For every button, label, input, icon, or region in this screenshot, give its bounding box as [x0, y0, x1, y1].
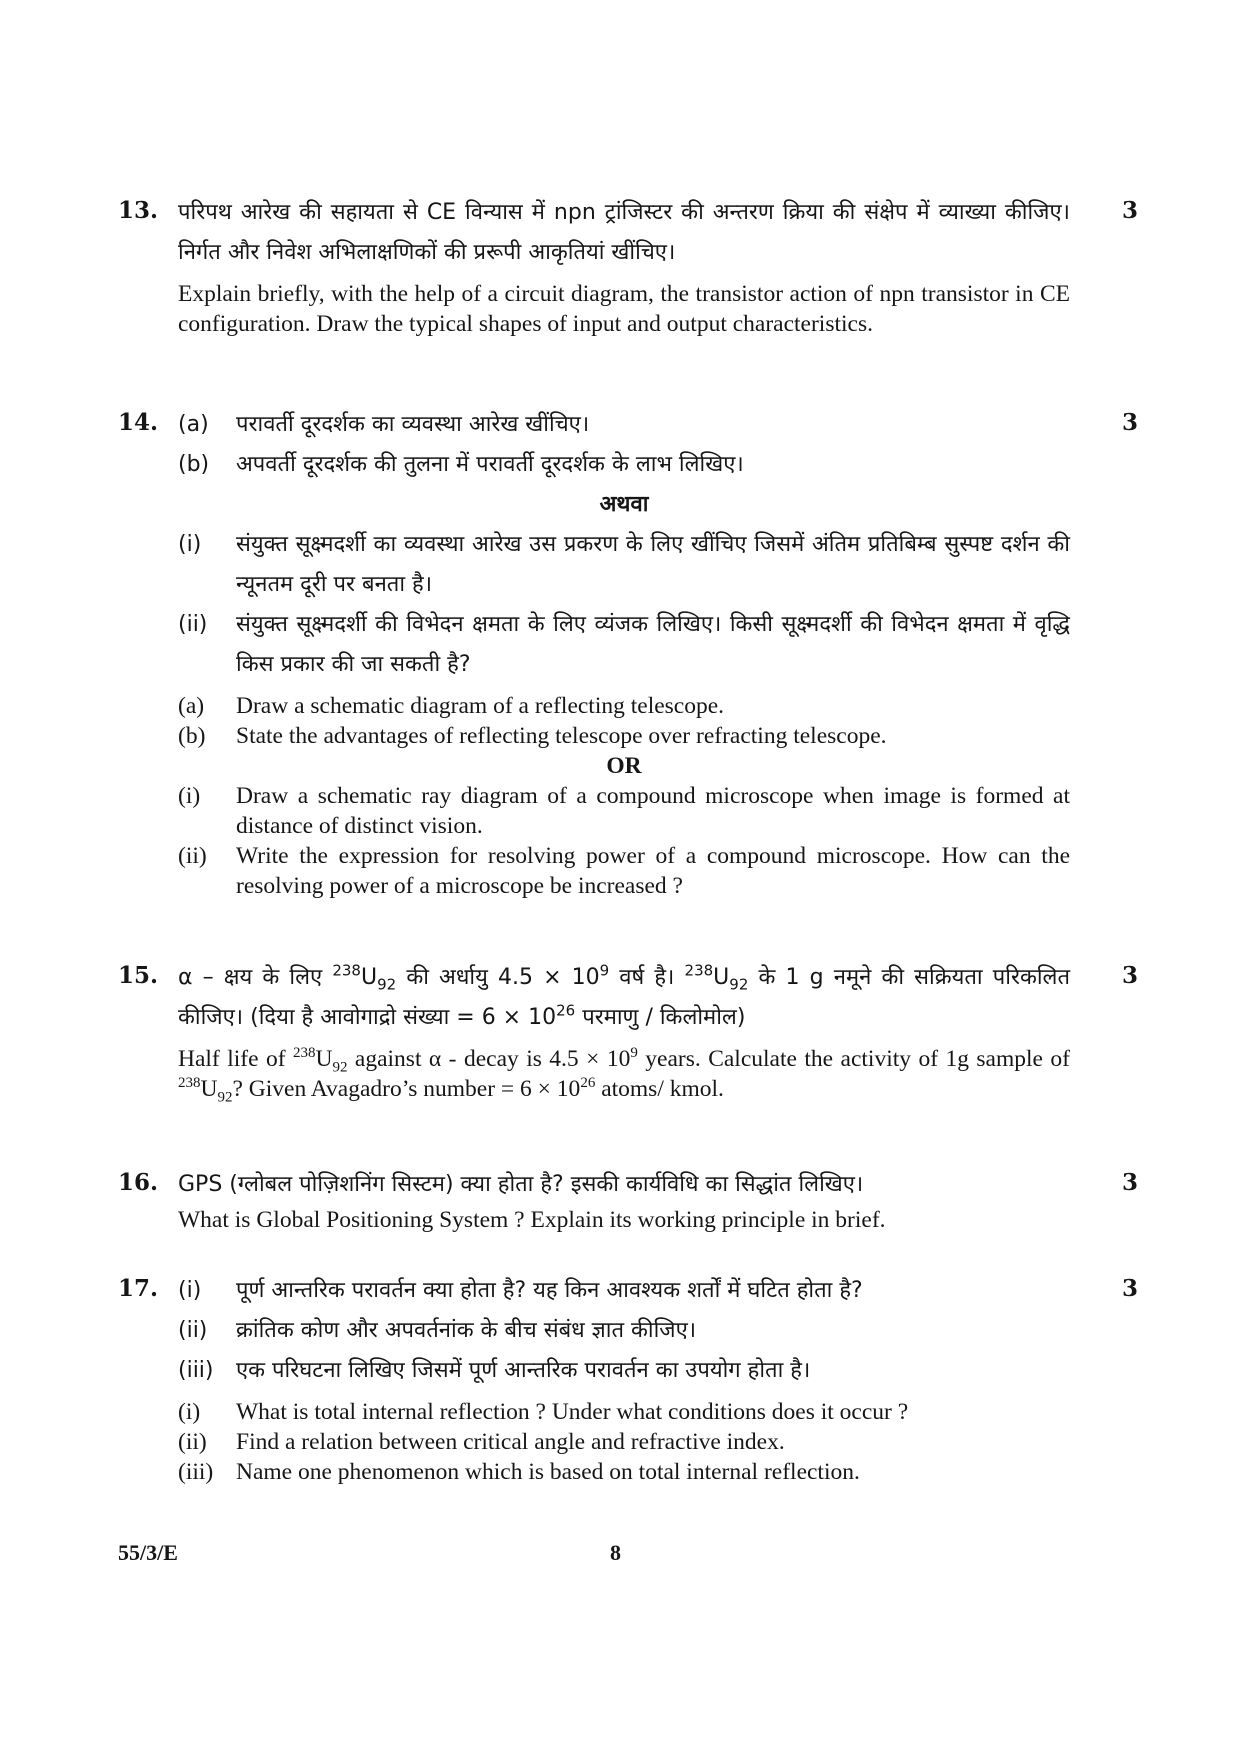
part-label: (ii) — [178, 1318, 208, 1343]
hindi-or: अथवा — [599, 492, 649, 517]
question-13 — [118, 193, 1138, 339]
hindi-part-b — [178, 445, 1070, 485]
question-15 — [118, 958, 1138, 1104]
part-label: (b) — [178, 723, 206, 749]
part-text: अपवर्ती दूरदर्शक की तुलना में परावर्ती दूरदर्शक के लाभ लिखिए। — [236, 452, 744, 477]
part-text: Name one phenomenon which is based on total internal reflection. — [236, 1459, 860, 1485]
marks: 3 — [1121, 1275, 1138, 1302]
part-label: (ii) — [178, 1429, 207, 1455]
part-text: Write the expression for resolving power of a compound microscope. How can the resolving power of a microscope be increased ? — [236, 843, 1070, 899]
mass-number: 238 — [684, 961, 714, 980]
part-text: Draw a schematic diagram of a reflecting telescope. — [236, 693, 725, 719]
text-run: की अर्धायु 4.5 × 10 — [396, 965, 600, 990]
hindi-text — [178, 958, 1070, 1038]
part-text: What is total internal reflection ? Under what conditions does it occur ? — [236, 1399, 909, 1425]
paper-code: 55/3/E — [118, 1540, 178, 1565]
exponent: 9 — [599, 961, 610, 980]
part-label: (ii) — [178, 843, 207, 869]
english-part-i — [178, 781, 1070, 841]
marks: 3 — [1121, 962, 1138, 989]
marks: 3 — [1121, 409, 1138, 436]
element-symbol: U — [360, 965, 378, 990]
part-label: (iii) — [178, 1459, 214, 1485]
english-text — [178, 1044, 1070, 1104]
part-text: एक परिघटना लिखिए जिसमें पूर्ण आन्तरिक परावर्तन का उपयोग होता है। — [236, 1358, 811, 1383]
element-symbol: U — [200, 1076, 218, 1102]
text-run: ? Given Avagadro’s number = 6 × 10 — [232, 1076, 581, 1102]
part-label: (b) — [178, 452, 210, 477]
page-number: 8 — [610, 1540, 621, 1565]
part-label: (iii) — [178, 1358, 214, 1383]
text-run: atoms/ kmol. — [595, 1076, 724, 1102]
part-text: Draw a schematic ray diagram of a compound microscope when image is formed at distance of distinct vision. — [236, 783, 1070, 839]
english-part-iii — [178, 1457, 1070, 1487]
question-number: 15. — [118, 962, 159, 989]
text-run: वर्ष है। — [609, 965, 685, 990]
english-part-ii — [178, 841, 1070, 901]
hindi-part-i — [178, 1271, 1070, 1311]
text-run: against α - decay is 4.5 × 10 — [347, 1046, 631, 1072]
part-label: (a) — [178, 412, 209, 437]
hindi-part-ii — [178, 1311, 1070, 1351]
text-run: α – क्षय के लिए — [178, 965, 333, 990]
text-run: के 1 g नमूने की सक्रियता परिकलित कीजिए। (दिया है आवोगाद्रो संख्या = 6 × 10 — [178, 965, 1070, 1030]
question-number: 17. — [118, 1275, 159, 1302]
english-part-i — [178, 1397, 1070, 1427]
english-part-ii — [178, 1427, 1070, 1457]
exponent: 26 — [556, 1001, 576, 1020]
text-run: years. Calculate the activity of 1g sample of — [637, 1046, 1071, 1072]
english-text: Explain briefly, with the help of a circuit diagram, the transistor action of npn transistor in CE configuration. Draw the typical shapes of input and output characteristics. — [178, 281, 1070, 337]
part-text: पूर्ण आन्तरिक परावर्तन क्या होता है? यह किन आवश्यक शर्तों में घटित होता है? — [236, 1278, 863, 1303]
hindi-part-iii — [178, 1351, 1070, 1391]
part-label: (i) — [178, 1278, 202, 1303]
question-14 — [118, 405, 1138, 901]
part-text: Find a relation between critical angle and refractive index. — [236, 1429, 785, 1455]
question-number: 13. — [118, 197, 159, 224]
question-number: 16. — [118, 1169, 159, 1196]
question-16 — [118, 1165, 1138, 1235]
question-number: 14. — [118, 409, 159, 436]
atomic-number: 92 — [332, 1059, 348, 1076]
part-label: (i) — [178, 1399, 201, 1425]
text-run: Half life of — [178, 1046, 293, 1072]
english-part-a — [178, 691, 1070, 721]
mass-number: 238 — [292, 1045, 316, 1062]
marks: 3 — [1121, 1169, 1138, 1196]
english-text: What is Global Positioning System ? Explain its working principle in brief. — [178, 1207, 886, 1233]
element-symbol: U — [315, 1046, 333, 1072]
element-symbol: U — [713, 965, 730, 990]
mass-number: 238 — [178, 1075, 201, 1092]
part-text: संयुक्त सूक्ष्मदर्शी का व्यवस्था आरेख उस प्रकरण के लिए खींचिए जिसमें अंतिम प्रतिबिम्ब सुस्पष्ट दर्शन की न्यूनतम दूरी पर बनता है। — [236, 532, 1070, 597]
question-17 — [118, 1271, 1138, 1487]
part-text: क्रांतिक कोण और अपवर्तनांक के बीच संबंध ज्ञात कीजिए। — [236, 1318, 697, 1343]
atomic-number: 92 — [217, 1089, 233, 1106]
part-label: (a) — [178, 693, 205, 719]
part-text: संयुक्त सूक्ष्मदर्शी की विभेदन क्षमता के लिए व्यंजक लिखिए। किसी सूक्ष्मदर्शी की विभेदन क्षमता में वृद्धि किस प्रकार की जा सकती है? — [236, 612, 1070, 677]
exponent: 26 — [580, 1075, 596, 1092]
exponent: 9 — [630, 1045, 638, 1062]
part-label: (i) — [178, 783, 201, 809]
part-label: (ii) — [178, 612, 208, 637]
english-part-b — [178, 721, 1070, 751]
hindi-text: GPS (ग्लोबल पोज़िशनिंग सिस्टम) क्या होता है? इसकी कार्यविधि का सिद्धांत लिखिए। — [178, 1172, 864, 1197]
english-or: OR — [606, 753, 642, 779]
hindi-text: परिपथ आरेख की सहायता से CE विन्यास में npn ट्रांजिस्टर की अन्तरण क्रिया की संक्षेप में व्याख्या कीजिए। निर्गत और निवेश अभिलाक्षणिकों की प्ररूपी आकृतियां खींचिए। — [178, 200, 1070, 265]
hindi-part-a — [178, 405, 1070, 445]
part-label: (i) — [178, 532, 202, 557]
atomic-number: 92 — [377, 975, 397, 994]
marks: 3 — [1121, 197, 1138, 224]
hindi-part-i — [178, 525, 1070, 605]
part-text: State the advantages of reflecting telescope over refracting telescope. — [236, 723, 887, 749]
hindi-part-ii — [178, 605, 1070, 685]
part-text: परावर्ती दूरदर्शक का व्यवस्था आरेख खींचिए। — [236, 412, 590, 437]
atomic-number: 92 — [729, 975, 749, 994]
mass-number: 238 — [332, 961, 361, 980]
text-run: परमाणु / किलोमोल) — [575, 1005, 746, 1030]
